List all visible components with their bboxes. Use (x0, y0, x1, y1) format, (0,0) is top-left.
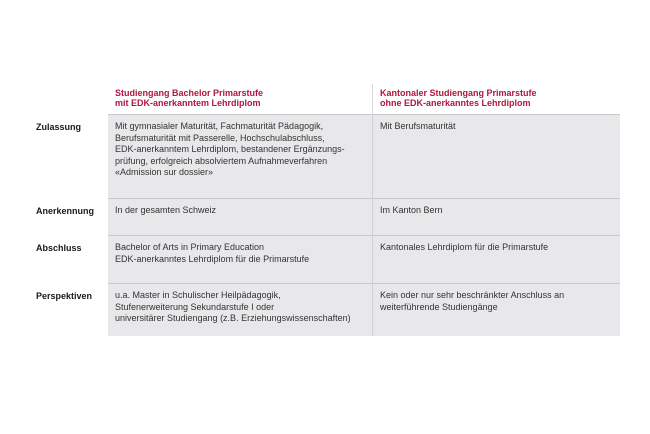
cell-line: Im Kanton Bern (380, 205, 443, 215)
cell-line: «Admission sur dossier» (115, 167, 214, 177)
cell-line: In der gesamten Schweiz (115, 205, 217, 215)
cell-perspektiven-bachelor (108, 284, 372, 336)
column-header-line: Kantonaler Studiengang Primarstufe (380, 88, 537, 98)
table-row-perspektiven (30, 284, 620, 336)
row-label-perspektiven: Perspektiven (36, 291, 93, 301)
column-header-bachelor (108, 84, 372, 115)
cell-line: Berufsmaturität mit Passerelle, Hochschulabschluss, (115, 132, 325, 143)
row-label-abschluss: Abschluss (36, 243, 82, 253)
cell-anerkennung-bachelor (108, 199, 372, 236)
cell-line: Kein oder nur sehr beschränkter Anschluss an (380, 290, 565, 300)
column-header-kantonal (372, 84, 620, 115)
cell-line: universitärer Studiengang (z.B. Erziehungswissenschaften) (115, 313, 351, 323)
cell-line: EDK-anerkanntem Lehrdiplom, bestandener Ergänzungs- (115, 144, 345, 154)
column-header-line: Studiengang Bachelor Primarstufe (115, 88, 264, 98)
cell-zulassung-kantonal (372, 115, 620, 199)
comparison-table (30, 84, 620, 336)
cell-line: EDK-anerkanntes Lehrdiplom für die Primarstufe (115, 253, 310, 264)
row-label-zulassung: Zulassung (36, 122, 82, 132)
cell-line: prüfung, erfolgreich absolviertem Aufnahmeverfahren (115, 155, 328, 166)
table-row-zulassung (30, 115, 620, 199)
cell-anerkennung-kantonal (372, 199, 620, 236)
cell-line: Kantonales Lehrdiplom für die Primarstufe (380, 242, 549, 252)
table-row-abschluss (30, 236, 620, 284)
cell-abschluss-bachelor (108, 236, 372, 284)
header-empty-cell (30, 84, 108, 115)
column-header-line: mit EDK-anerkanntem Lehrdiplom (115, 98, 261, 108)
cell-line: weiterführende Studiengänge (380, 301, 498, 312)
header-row (30, 84, 620, 115)
cell-perspektiven-kantonal (372, 284, 620, 336)
column-header-line: ohne EDK-anerkanntes Lehrdiplom (380, 98, 531, 108)
row-label-anerkennung: Anerkennung (36, 206, 95, 216)
cell-line: u.a. Master in Schulischer Heilpädagogik, (115, 290, 281, 300)
cell-line: Bachelor of Arts in Primary Education (115, 242, 265, 252)
cell-line: Mit gymnasialer Maturität, Fachmaturität Pädagogik, (115, 121, 324, 131)
table-row-anerkennung (30, 199, 620, 236)
cell-line: Mit Berufsmaturität (380, 121, 456, 131)
cell-zulassung-bachelor (108, 115, 372, 199)
cell-line: Stufenerweiterung Sekundarstufe I oder (115, 301, 275, 312)
cell-abschluss-kantonal (372, 236, 620, 284)
